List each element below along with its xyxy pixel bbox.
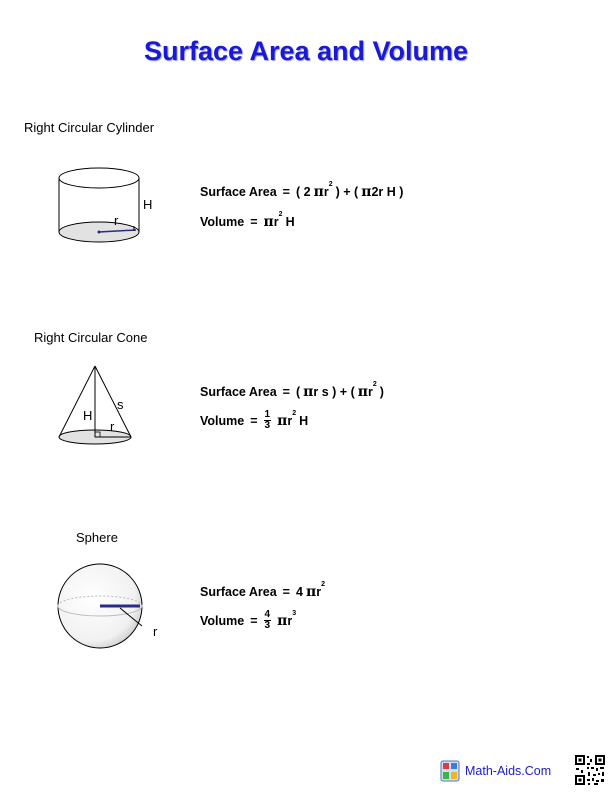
sphere-heading: Sphere bbox=[76, 530, 118, 545]
cylinder-surface-area-formula: Surface Area = ( 2 π $r^2$ ) + ( π 2r H ) bbox=[200, 181, 404, 200]
sphere-radius-label: r bbox=[153, 624, 158, 639]
calculator-icon bbox=[440, 760, 460, 782]
sphere-volume-formula: Volume = $\frac{4}{3}$ π $r^3$ bbox=[200, 609, 297, 631]
cone-height-label: H bbox=[83, 408, 93, 423]
cone-surface-area-formula: Surface Area = ( π r s ) + ( π $r^2$ ) bbox=[200, 381, 384, 400]
cone-heading: Right Circular Cone bbox=[34, 330, 148, 345]
qr-code-icon bbox=[574, 754, 606, 786]
cylinder-top bbox=[59, 168, 139, 188]
sphere-surface-area-formula: Surface Area = 4 π $r^2$ bbox=[200, 581, 325, 600]
one-third-fraction: $\frac{1}{3}$ bbox=[264, 409, 271, 431]
cone-volume-formula: Volume = $\frac{1}{3}$ π $r^2$ H bbox=[200, 409, 309, 431]
four-thirds-fraction: $\frac{4}{3}$ bbox=[264, 609, 271, 631]
cone-diagram bbox=[52, 362, 142, 452]
page-title: Surface Area and Volume bbox=[143, 36, 469, 66]
cone-slant-label: s bbox=[117, 397, 124, 412]
cylinder-height-label: H bbox=[143, 197, 153, 212]
sphere-diagram bbox=[52, 562, 152, 652]
site-link[interactable]: Math-Aids.Com bbox=[465, 764, 552, 778]
cylinder-heading: Right Circular Cylinder bbox=[24, 120, 155, 135]
cylinder-volume-formula: Volume = π $r^2$ H bbox=[200, 211, 295, 230]
cone-radius-label: r bbox=[110, 419, 115, 434]
cylinder-radius-label: r bbox=[114, 213, 119, 228]
